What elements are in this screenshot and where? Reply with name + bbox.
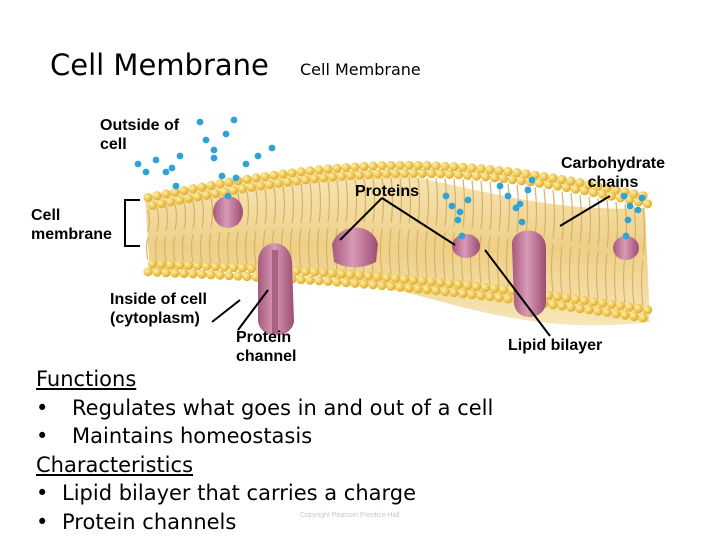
label-lipid-bilayer: Lipid bilayer xyxy=(508,337,603,354)
lipid-head xyxy=(449,162,458,171)
lipid-head xyxy=(332,164,341,173)
lipid-head xyxy=(337,172,346,181)
lipid-head xyxy=(548,300,557,309)
lipid-head xyxy=(188,184,197,193)
lipid-head xyxy=(206,270,215,279)
lipid-head xyxy=(341,278,350,287)
lipid-head xyxy=(220,263,229,272)
bullet: • xyxy=(36,395,49,420)
lipid-head xyxy=(319,268,328,277)
lipid-head xyxy=(332,277,341,286)
lipid-head xyxy=(400,169,409,178)
characteristic-text: Lipid bilayer that carries a charge xyxy=(62,481,417,506)
lipid-head xyxy=(427,169,436,178)
lipid-head xyxy=(467,163,476,172)
lipid-head xyxy=(215,271,224,280)
lipid-head xyxy=(283,177,292,186)
sugar-bead xyxy=(135,161,142,168)
lipid-head xyxy=(224,271,233,280)
lipid-head xyxy=(305,166,314,175)
function-item xyxy=(36,394,493,423)
membrane-protein-far-right xyxy=(613,236,639,260)
lipid-head xyxy=(206,181,215,190)
lipid-head xyxy=(211,262,220,271)
lipid-head xyxy=(490,284,499,293)
lipid-head xyxy=(476,291,485,300)
lipid-head xyxy=(197,270,206,279)
membrane-protein-transmembrane xyxy=(512,231,546,318)
lipid-head xyxy=(571,295,580,304)
membrane-protein-left xyxy=(213,196,243,228)
sugar-bead xyxy=(163,169,170,176)
lipid-head xyxy=(296,167,305,176)
membrane-protein-right-small xyxy=(452,234,480,258)
sugar-bead xyxy=(173,183,180,190)
characteristics-heading: Characteristics xyxy=(36,452,194,477)
lipid-head xyxy=(161,189,170,198)
sugar-bead xyxy=(635,207,642,214)
label-inside-of-cell: Inside of cell (cytoplasm) xyxy=(110,291,207,327)
lipid-head xyxy=(575,304,584,313)
lipid-head xyxy=(278,169,287,178)
sugar-bead xyxy=(517,201,524,208)
lipid-head xyxy=(314,276,323,285)
lipid-head xyxy=(328,172,337,181)
lipid-head xyxy=(463,281,472,290)
sugar-bead xyxy=(203,137,210,144)
lipid-head xyxy=(260,172,269,181)
lipid-head xyxy=(346,270,355,279)
lipid-head xyxy=(643,305,652,314)
lipid-head xyxy=(395,161,404,170)
sugar-bead xyxy=(243,161,250,168)
lipid-head xyxy=(494,166,503,175)
lipid-head xyxy=(269,171,278,180)
lipid-head xyxy=(292,266,301,275)
lipid-head xyxy=(287,168,296,177)
sugar-bead xyxy=(623,233,630,240)
sugar-bead xyxy=(269,145,276,152)
lipid-head xyxy=(611,309,620,318)
sugar-bead xyxy=(639,195,646,202)
lipid-head xyxy=(148,201,157,210)
lipid-head xyxy=(422,161,431,170)
lipid-head xyxy=(431,161,440,170)
sugar-bead xyxy=(529,177,536,184)
lipid-head xyxy=(368,161,377,170)
lipid-head xyxy=(382,169,391,178)
label-protein-channel: Protein channel xyxy=(236,329,297,365)
lipid-head xyxy=(364,170,373,179)
characteristic-item xyxy=(36,479,493,508)
lipid-head xyxy=(422,285,431,294)
lipid-head xyxy=(643,199,652,208)
sugar-bead xyxy=(153,157,160,164)
sugar-bead xyxy=(443,193,450,200)
function-text: Maintains homeostasis xyxy=(72,424,313,449)
lipid-head xyxy=(521,169,530,178)
lipid-head xyxy=(296,275,305,284)
lipid-head xyxy=(166,260,175,269)
sugar-bead xyxy=(169,165,176,172)
lipid-head xyxy=(224,178,233,187)
lipid-head xyxy=(418,276,427,285)
lipid-head xyxy=(494,293,503,302)
lipid-head xyxy=(436,278,445,287)
lipid-head xyxy=(445,279,454,288)
lipid-head xyxy=(485,292,494,301)
sugar-bead xyxy=(211,147,218,154)
lipid-head xyxy=(179,269,188,278)
lipid-head xyxy=(305,276,314,285)
lipid-head xyxy=(355,271,364,280)
lipid-head xyxy=(157,260,166,269)
lipid-head xyxy=(499,285,508,294)
lipid-head xyxy=(319,173,328,182)
lipid-head xyxy=(364,271,373,280)
lipid-head xyxy=(157,199,166,208)
page-title: Cell Membrane xyxy=(50,48,269,82)
lipid-head xyxy=(346,171,355,180)
lipid-head xyxy=(310,268,319,277)
lipid-head xyxy=(629,312,638,321)
lipid-head xyxy=(400,275,409,284)
lipid-head xyxy=(467,290,476,299)
lipid-head xyxy=(251,173,260,182)
bullet: • xyxy=(36,509,49,534)
lipid-head xyxy=(553,292,562,301)
protein-channel xyxy=(258,243,294,335)
sugar-bead xyxy=(231,117,238,124)
sugar-bead xyxy=(255,153,262,160)
bullet: • xyxy=(36,481,49,506)
sugar-bead xyxy=(525,187,532,194)
lipid-head xyxy=(607,300,616,309)
lipid-head xyxy=(193,192,202,201)
lipid-head xyxy=(454,280,463,289)
lipid-head xyxy=(175,196,184,205)
lipid-head xyxy=(476,164,485,173)
sugar-bead xyxy=(627,203,634,210)
lipid-head xyxy=(503,167,512,176)
lipid-head xyxy=(382,273,391,282)
lipid-head xyxy=(472,282,481,291)
lipid-head xyxy=(458,289,467,298)
sugar-bead xyxy=(519,219,526,226)
lipid-head xyxy=(148,259,157,268)
lipid-head xyxy=(247,264,256,273)
lipid-head xyxy=(584,305,593,314)
label-outside-of-cell: Outside of cell xyxy=(100,117,180,153)
lipid-head xyxy=(202,191,211,200)
lipid-head xyxy=(350,279,359,288)
lipid-head xyxy=(215,179,224,188)
sugar-bead xyxy=(219,173,226,180)
lipid-head xyxy=(314,165,323,174)
functions-heading: Functions xyxy=(36,367,137,391)
lipid-head xyxy=(242,272,251,281)
lipid-head xyxy=(580,296,589,305)
lipid-head xyxy=(170,268,179,277)
lipid-head xyxy=(598,298,607,307)
page-subtitle: Cell Membrane xyxy=(300,60,421,79)
lipid-head xyxy=(458,163,467,172)
sugar-bead xyxy=(621,193,628,200)
lipid-head xyxy=(350,162,359,171)
function-item xyxy=(36,422,493,451)
lipid-head xyxy=(391,169,400,178)
lipid-head xyxy=(310,174,319,183)
lipid-head xyxy=(557,301,566,310)
lipid-head xyxy=(616,301,625,310)
lipid-head xyxy=(638,313,647,322)
sugar-bead xyxy=(625,217,632,224)
copyright-note: Copyright Pearson Prentice Hall xyxy=(300,512,400,519)
lipid-head xyxy=(634,304,643,313)
sugar-bead xyxy=(211,155,218,162)
lipid-head xyxy=(562,293,571,302)
label-cell-membrane: Cell membrane xyxy=(31,207,112,243)
lipid-head xyxy=(485,165,494,174)
lipid-head xyxy=(175,260,184,269)
sugar-bead xyxy=(497,183,504,190)
lipid-head xyxy=(620,311,629,320)
lipid-head xyxy=(143,193,152,202)
sugar-bead xyxy=(233,175,240,182)
lipid-head xyxy=(188,269,197,278)
sugar-bead xyxy=(465,197,472,204)
label-carbohydrate-chains: Carbohydrate chains xyxy=(560,155,666,191)
lipid-head xyxy=(440,287,449,296)
lipid-head xyxy=(161,268,170,277)
lipid-head xyxy=(409,275,418,284)
lipid-head xyxy=(625,303,634,312)
lipid-head xyxy=(256,181,265,190)
lipid-head xyxy=(355,170,364,179)
lipid-head xyxy=(301,175,310,184)
lipid-head xyxy=(152,191,161,200)
lipid-head xyxy=(292,176,301,185)
sugar-bead xyxy=(197,119,204,126)
lipid-head xyxy=(566,303,575,312)
lipid-head xyxy=(395,283,404,292)
lipid-head xyxy=(503,294,512,303)
lipid-head xyxy=(427,277,436,286)
lipid-head xyxy=(202,262,211,271)
lipid-head xyxy=(404,283,413,292)
characteristic-text: Protein channels xyxy=(62,509,237,534)
lipid-head xyxy=(391,274,400,283)
lipid-head xyxy=(184,194,193,203)
lipid-head xyxy=(373,272,382,281)
sugar-bead xyxy=(505,193,512,200)
lipid-head xyxy=(431,286,440,295)
lipid-head xyxy=(413,161,422,170)
lipid-head xyxy=(152,268,161,277)
lipid-head xyxy=(229,263,238,272)
lipid-head xyxy=(386,161,395,170)
lipid-head xyxy=(323,164,332,173)
lipid-head xyxy=(184,261,193,270)
characteristic-item xyxy=(36,508,493,537)
lipid-head xyxy=(238,184,247,193)
notes-block xyxy=(36,365,493,537)
lipid-head xyxy=(301,267,310,276)
lipid-head xyxy=(377,281,386,290)
sugar-bead xyxy=(455,217,462,224)
sugar-bead xyxy=(459,233,466,240)
lipid-head xyxy=(413,284,422,293)
lipid-head xyxy=(274,179,283,188)
lipid-head xyxy=(328,269,337,278)
lipid-head xyxy=(359,279,368,288)
sugar-bead xyxy=(223,131,230,138)
lipid-head xyxy=(377,161,386,170)
lipid-head xyxy=(265,180,274,189)
lipid-head xyxy=(409,169,418,178)
lipid-head xyxy=(166,197,175,206)
lipid-head xyxy=(197,183,206,192)
lipid-head xyxy=(242,175,251,184)
lipid-head xyxy=(341,163,350,172)
lipid-head xyxy=(373,169,382,178)
lipid-head xyxy=(386,282,395,291)
lipid-head xyxy=(193,261,202,270)
lipid-head xyxy=(481,283,490,292)
sugar-bead xyxy=(225,193,232,200)
lipid-head xyxy=(323,277,332,286)
lipid-head xyxy=(440,162,449,171)
lipid-head xyxy=(449,288,458,297)
lipid-head xyxy=(512,168,521,177)
lipid-head xyxy=(179,186,188,195)
sugar-bead xyxy=(143,169,150,176)
lipid-head xyxy=(589,297,598,306)
lipid-head xyxy=(247,183,256,192)
lipid-head xyxy=(238,263,247,272)
lipid-head xyxy=(211,189,220,198)
sugar-bead xyxy=(449,203,456,210)
lipid-head xyxy=(593,306,602,315)
lipid-head xyxy=(368,280,377,289)
function-text: Regulates what goes in and out of a cell xyxy=(72,395,494,420)
lipid-head xyxy=(143,267,152,276)
bullet: • xyxy=(36,424,49,449)
lipid-head xyxy=(233,271,242,280)
lipid-head xyxy=(418,169,427,178)
lipid-head xyxy=(337,269,346,278)
lipid-head xyxy=(404,161,413,170)
lipid-head xyxy=(359,162,368,171)
lipid-head xyxy=(602,308,611,317)
label-proteins: Proteins xyxy=(355,183,420,200)
sugar-bead xyxy=(457,209,464,216)
